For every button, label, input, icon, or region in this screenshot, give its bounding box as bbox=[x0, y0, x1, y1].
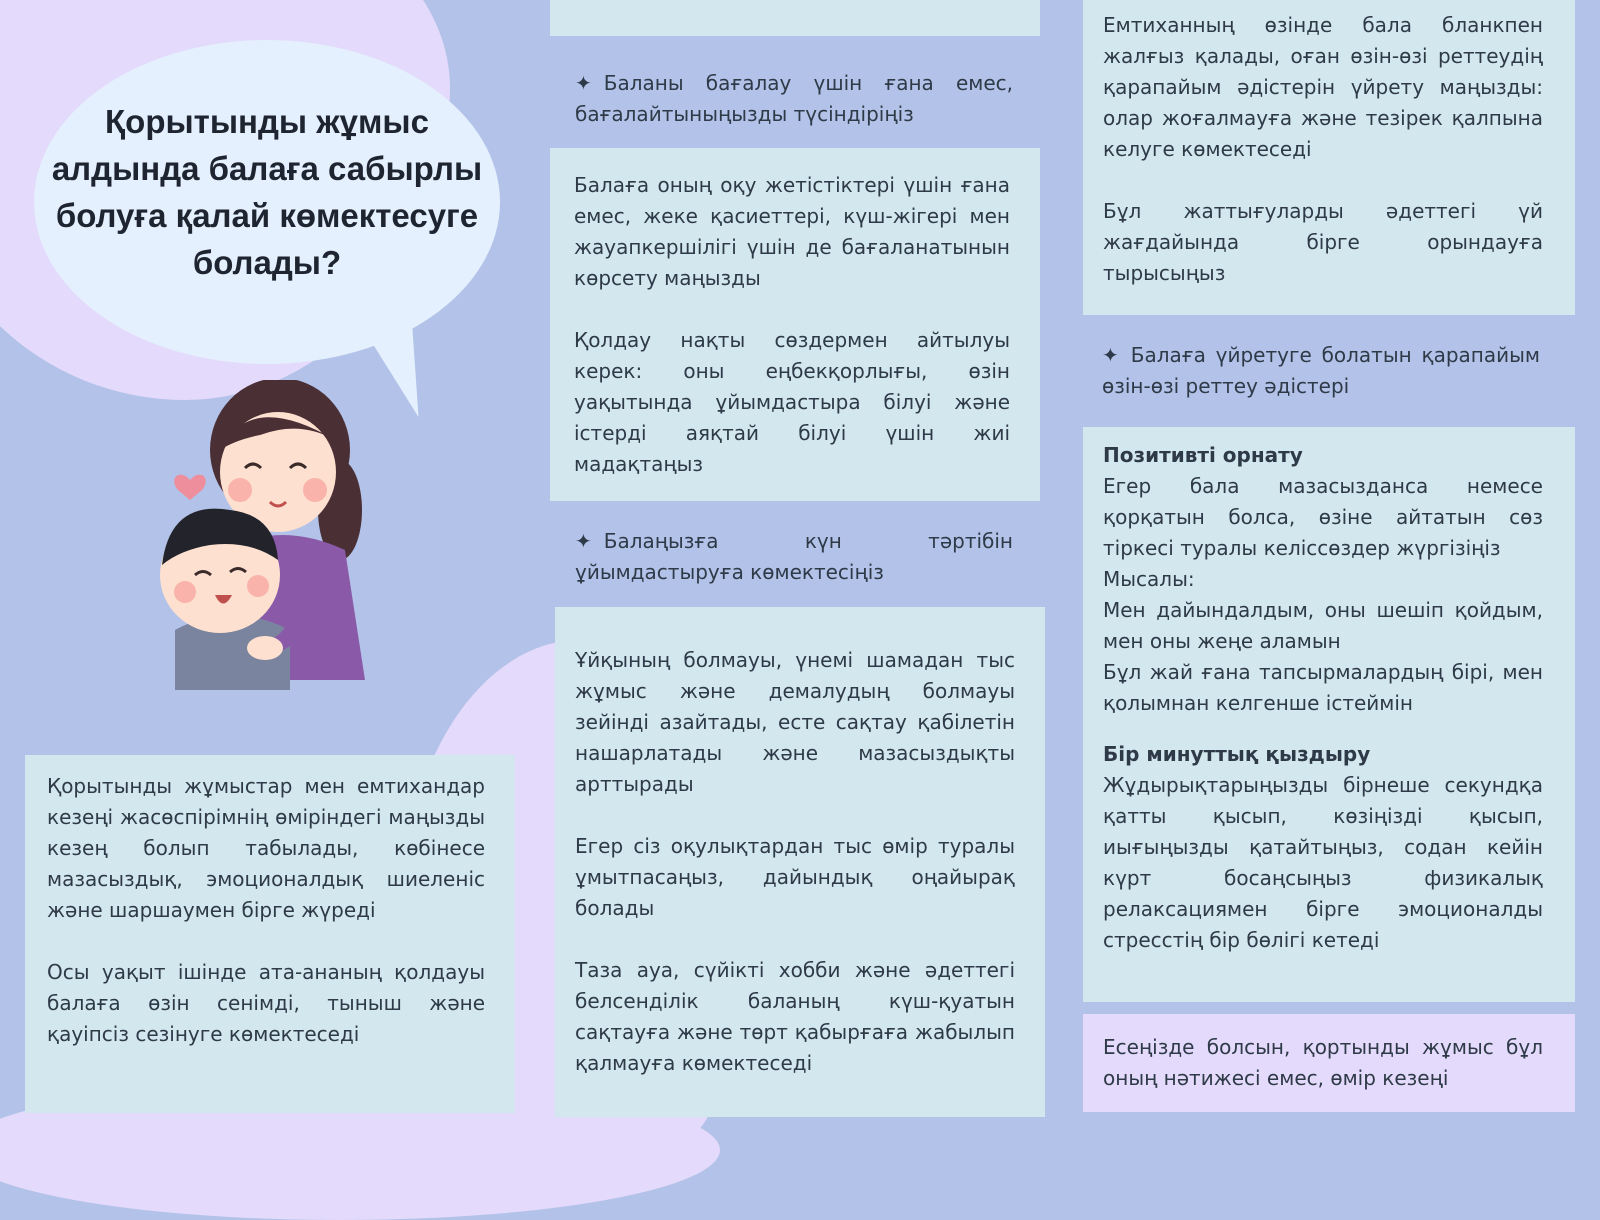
intro-paragraph-2: Осы уақыт ішінде ата-ананың қолдауы балаға өзін сенімді, тыныш және қауіпсіз сезінуге көмектеседі bbox=[47, 960, 485, 1046]
technique-1-example-2: Бұл жай ғана тапсырмалардың бірі, мен қолымнан келгенше істеймін bbox=[1103, 660, 1543, 715]
right-heading bbox=[1102, 340, 1540, 402]
middle-box-2-paragraph-3: Таза ауа, сүйікті хобби және әдеттегі белсенділік баланың күш-қуатын сақтауға және төрт қабырғаға жабылып қалмауға көмектеседі bbox=[575, 958, 1015, 1075]
middle-heading-1-text: Баланы бағалау үшін ғана емес, бағалайтыныңызды түсіндіріңіз bbox=[575, 71, 1013, 126]
middle-top-box bbox=[550, 0, 1040, 36]
middle-heading-2-text: Балаңызға күн тәртібін ұйымдастыруға көмектесіңіз bbox=[575, 529, 1013, 584]
right-box-1-paragraph-2: Бұл жаттығуларды әдеттегі үй жағдайында бірге орындауға тырысыңыз bbox=[1103, 199, 1543, 285]
bullet-star-icon: ✦ bbox=[1102, 343, 1119, 367]
technique-1-title: Позитивті орнату bbox=[1103, 443, 1303, 467]
page-title: Қорытынды жұмыс алдында балаға сабырлы болуға қалай көмектесуге болады? bbox=[51, 103, 483, 281]
technique-1-text: Егер бала мазасызданса немесе қорқатын болса, өзіне айтатын сөз тіркесі туралы келіссөздер жүргізіңіз bbox=[1103, 474, 1543, 560]
middle-box-1 bbox=[550, 148, 1040, 501]
reminder-text: Есеңізде болсын, қортынды жұмыс бұл оның нәтижесі емес, өмір кезеңі bbox=[1103, 1035, 1543, 1090]
technique-1-example-label: Мысалы: bbox=[1103, 567, 1195, 591]
intro-paragraph-1: Қорытынды жұмыстар мен емтихандар кезеңі жасөспірімнің өміріндегі маңызды кезең болып табылады, көбінесе мазасыздық, эмоционалдық шиеленіс және шаршаумен бірге жүреді bbox=[47, 774, 485, 922]
middle-heading-1 bbox=[575, 68, 1013, 130]
bullet-star-icon: ✦ bbox=[575, 529, 592, 553]
middle-box-1-paragraph-1: Балаға оның оқу жетістіктері үшін ғана емес, жеке қасиеттері, күш-жігері мен жауапкершілігі үшін де бағаланатынын көрсету маңызды bbox=[574, 173, 1010, 290]
middle-box-2-paragraph-1: Ұйқының болмауы, үнемі шамадан тыс жұмыс және демалудың болмауы зейінді азайтады, есте сақтау қабілетін нашарлатады және мазасыздықты арттырады bbox=[575, 648, 1015, 796]
technique-2-text: Жұдырықтарыңызды бірнеше секундқа қатты қысып, көзіңізді қысып, иығыңызды қатайтыңыз, содан кейін күрт босаңсыңыз физикалық релаксациямен бірге эмоционалды стресстің бір бөлігі кетеді bbox=[1103, 773, 1543, 952]
right-box-1 bbox=[1083, 0, 1575, 315]
right-box-2 bbox=[1083, 427, 1575, 1002]
technique-1-example-1: Мен дайындалдым, оны шешіп қойдым, мен оны жеңе аламын bbox=[1103, 598, 1543, 653]
middle-heading-2 bbox=[575, 526, 1013, 588]
middle-box-2 bbox=[555, 607, 1045, 1117]
bullet-star-icon: ✦ bbox=[575, 71, 592, 95]
middle-box-1-paragraph-2: Қолдау нақты сөздермен айтылуы керек: оны еңбекқорлығы, өзін уақытында ұйымдастыра білуі және істерді аяқтай білуі үшін жиі мадақтаңыз bbox=[574, 328, 1010, 476]
middle-box-2-paragraph-2: Егер сіз оқулықтардан тыс өмір туралы ұмытпасаңыз, дайындық оңайырақ болады bbox=[575, 834, 1015, 920]
intro-box bbox=[25, 755, 515, 1113]
right-heading-text: Балаға үйретуге болатын қарапайым өзін-өзі реттеу әдістері bbox=[1102, 343, 1540, 398]
mother-child-illustration bbox=[150, 380, 390, 710]
technique-positive-setting bbox=[1103, 440, 1543, 719]
right-box-1-paragraph-1: Емтиханның өзінде бала бланкпен жалғыз қалады, оған өзін-өзі реттеудің қарапайым әдістерін үйрету маңызды: олар жоғалмауға және тезірек қалпына келуге көмектеседі bbox=[1103, 13, 1543, 161]
reminder-box bbox=[1083, 1014, 1575, 1112]
technique-one-minute-warmup bbox=[1103, 739, 1543, 956]
technique-2-title: Бір минуттық қыздыру bbox=[1103, 742, 1371, 766]
